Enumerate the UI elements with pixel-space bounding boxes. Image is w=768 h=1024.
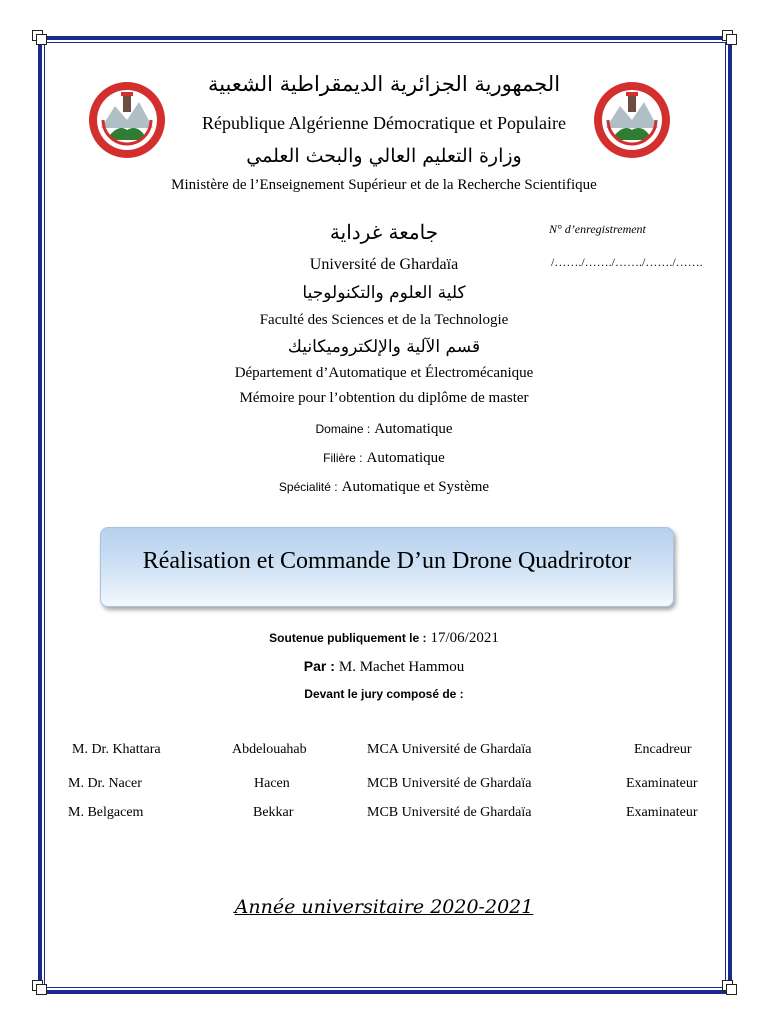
defense-date-line (0, 629, 768, 647)
specialite-label: Spécialité : (278, 480, 338, 494)
arabic-faculty-name: كلية العلوم والتكنولوجيا (302, 283, 466, 303)
jury-name: M. Dr. Khattara (72, 742, 161, 757)
jury-grade: MCA Université de Ghardaïa (367, 742, 532, 757)
filiere-value: Automatique (366, 450, 445, 466)
domaine-line (0, 420, 768, 438)
jury-role: Examinateur (626, 776, 698, 791)
arabic-university-name: جامعة غرداية (329, 220, 439, 244)
specialite-value: Automatique et Système (341, 479, 490, 495)
arabic-ministry-heading: وزارة التعليم العالي والبحث العلمي (246, 145, 522, 167)
corner-ornament-bottom-right (722, 980, 736, 994)
jury-grade: MCB Université de Ghardaïa (367, 805, 532, 820)
jury-role: Encadreur (634, 742, 692, 757)
french-faculty-name: Faculté des Sciences et de la Technologie (259, 312, 509, 328)
jury-role: Examinateur (626, 805, 698, 820)
author-line (0, 658, 768, 676)
academic-year: Année universitaire 2020-2021 (234, 896, 534, 918)
defense-label: Soutenue publiquement le : (269, 631, 427, 645)
author-name: M. Machet Hammou (338, 659, 465, 675)
jury-firstname: Hacen (254, 776, 290, 791)
registration-label: N° d’enregistrement (549, 222, 646, 236)
defense-date: 17/06/2021 (430, 630, 499, 646)
jury-intro: Devant le jury composé de : (304, 687, 464, 701)
jury-firstname: Bekkar (253, 805, 294, 820)
arabic-republic-heading: الجمهورية الجزائرية الديمقراطية الشعبية (207, 72, 561, 96)
specialite-line (0, 478, 768, 496)
corner-ornament-top-left (32, 30, 46, 44)
jury-name: M. Dr. Nacer (68, 776, 142, 791)
filiere-line (0, 449, 768, 467)
french-department-name: Département d’Automatique et Électromécanique (234, 365, 534, 381)
corner-ornament-top-right (722, 30, 736, 44)
thesis-title: Réalisation et Commande D’un Drone Quadrirotor (142, 548, 632, 574)
domaine-label: Domaine : (315, 422, 371, 436)
french-ministry-heading: Ministère de l’Enseignement Supérieur et de la Recherche Scientifique (171, 177, 597, 193)
jury-grade: MCB Université de Ghardaïa (367, 776, 532, 791)
memoire-statement: Mémoire pour l’obtention du diplôme de master (239, 390, 529, 406)
domaine-value: Automatique (374, 421, 453, 437)
french-university-name: Université de Ghardaïa (309, 256, 459, 273)
jury-name: M. Belgacem (68, 805, 144, 820)
filiere-label: Filière : (323, 451, 363, 465)
thesis-title-box (100, 527, 674, 607)
arabic-department-name: قسم الآلية والإلكتروميكانيك (287, 337, 481, 357)
jury-firstname: Abdelouahab (232, 742, 307, 757)
registration-number-blank: /……./……./……./……./……. (551, 255, 703, 269)
corner-ornament-bottom-left (32, 980, 46, 994)
par-label: Par : (303, 658, 335, 674)
french-republic-heading: République Algérienne Démocratique et Populaire (202, 113, 566, 133)
